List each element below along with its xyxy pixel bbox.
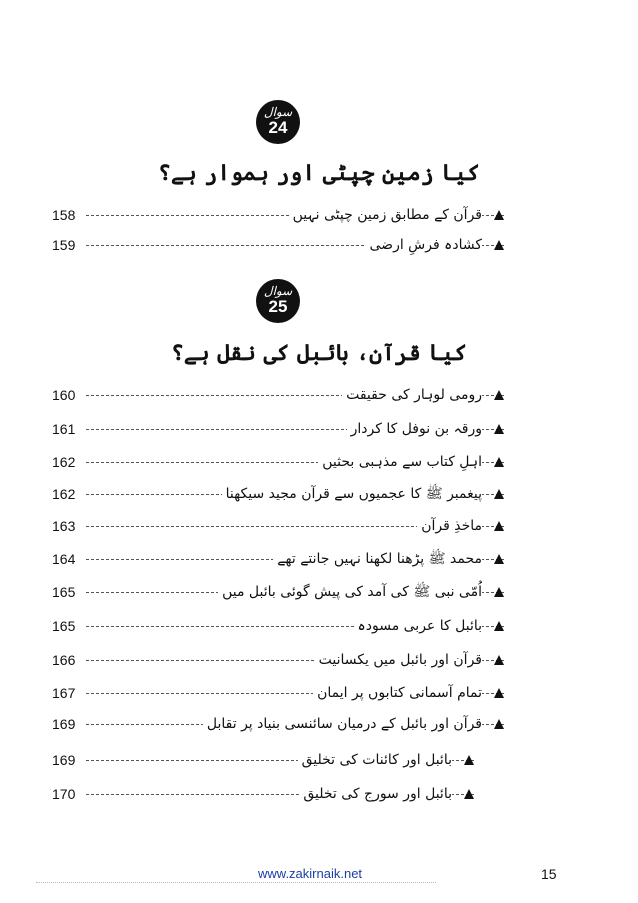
triangle-bullet-icon	[494, 688, 504, 698]
triangle-bullet-icon	[464, 789, 474, 799]
page-number: 163	[52, 518, 76, 534]
triangle-bullet-icon	[494, 587, 504, 597]
triangle-bullet-icon	[494, 424, 504, 434]
toc-entry[interactable]	[52, 650, 504, 670]
entry-title: اُمّی نبی ﷺ کی آمد کی پیش گوئی بائبل میں	[218, 582, 482, 602]
page-number: 164	[52, 551, 76, 567]
page-number: 160	[52, 387, 76, 403]
page-number: 161	[52, 421, 76, 437]
triangle-bullet-icon	[494, 621, 504, 631]
entry-title: محمد ﷺ پڑھنا لکھنا نہیں جانتے تھے	[273, 549, 482, 569]
entry-title: اہلِ کتاب سے مذہبی بحثیں	[318, 452, 482, 472]
entry-title: ورقہ بن نوفل کا کردار	[347, 419, 482, 439]
triangle-bullet-icon	[494, 719, 504, 729]
badge-number: 25	[268, 297, 288, 316]
page-number: 166	[52, 652, 76, 668]
badge-number: 24	[268, 118, 288, 137]
entry-title: رومی لوہار کی حقیقت	[342, 385, 482, 405]
badge-label: سوال	[263, 105, 293, 119]
question-badge-25	[256, 279, 300, 323]
toc-entry[interactable]	[52, 516, 504, 536]
page-number: 162	[52, 486, 76, 502]
triangle-bullet-icon	[494, 554, 504, 564]
page-number: 165	[52, 584, 76, 600]
triangle-bullet-icon	[494, 390, 504, 400]
toc-sub-entry[interactable]	[52, 750, 504, 770]
page-number-footer: 15	[541, 866, 557, 882]
page-number: 170	[52, 786, 76, 802]
toc-entry[interactable]	[52, 484, 504, 504]
section-heading-25: کیا قرآن، بائبل کی نقل ہے؟	[170, 340, 468, 366]
page-number: 162	[52, 454, 76, 470]
question-badge-24	[256, 100, 300, 144]
entry-title: بائبل اور کائنات کی تخلیق	[298, 750, 452, 770]
toc-entry[interactable]	[52, 235, 504, 255]
toc-entry[interactable]	[52, 549, 504, 569]
entry-title: بائبل کا عربی مسودہ	[354, 616, 482, 636]
entry-title: قرآن کے مطابق زمین چپٹی نہیں	[289, 205, 482, 225]
toc-entry[interactable]	[52, 616, 504, 636]
triangle-bullet-icon	[494, 240, 504, 250]
triangle-bullet-icon	[464, 755, 474, 765]
page-number: 158	[52, 207, 76, 223]
page-number: 167	[52, 685, 76, 701]
triangle-bullet-icon	[494, 210, 504, 220]
triangle-bullet-icon	[494, 489, 504, 499]
entry-title: پیغمبر ﷺ کا عجمیوں سے قرآن مجید سیکھنا	[222, 484, 482, 504]
toc-sub-entry[interactable]	[52, 784, 504, 804]
entry-title: کشادہ فرشِ ارضی	[366, 235, 482, 255]
triangle-bullet-icon	[494, 655, 504, 665]
entry-title: قرآن اور بائبل کے درمیان سائنسی بنیاد پر تقابل	[203, 714, 482, 734]
toc-entry[interactable]	[52, 582, 504, 602]
footer-divider	[36, 882, 436, 883]
toc-entry[interactable]	[52, 683, 504, 703]
entry-title: قرآن اور بائبل میں یکسانیت	[315, 650, 482, 670]
section-heading-24: کیا زمین چپٹی اور ہموار ہے؟	[158, 160, 480, 186]
toc-entry[interactable]	[52, 452, 504, 472]
toc-entry[interactable]	[52, 714, 504, 734]
triangle-bullet-icon	[494, 457, 504, 467]
entry-title: تمام آسمانی کتابوں پر ایمان	[313, 683, 482, 703]
page-number: 159	[52, 237, 76, 253]
page-number: 169	[52, 752, 76, 768]
website-link[interactable]: www.zakirnaik.net	[258, 866, 363, 881]
toc-entry[interactable]	[52, 385, 504, 405]
entry-title: بائبل اور سورج کی تخلیق	[299, 784, 452, 804]
page-number: 165	[52, 618, 76, 634]
toc-entry[interactable]	[52, 205, 504, 225]
page-number: 169	[52, 716, 76, 732]
badge-label: سوال	[263, 284, 293, 298]
entry-title: ماخذِ قرآن	[417, 516, 482, 536]
toc-entry[interactable]	[52, 419, 504, 439]
triangle-bullet-icon	[494, 521, 504, 531]
